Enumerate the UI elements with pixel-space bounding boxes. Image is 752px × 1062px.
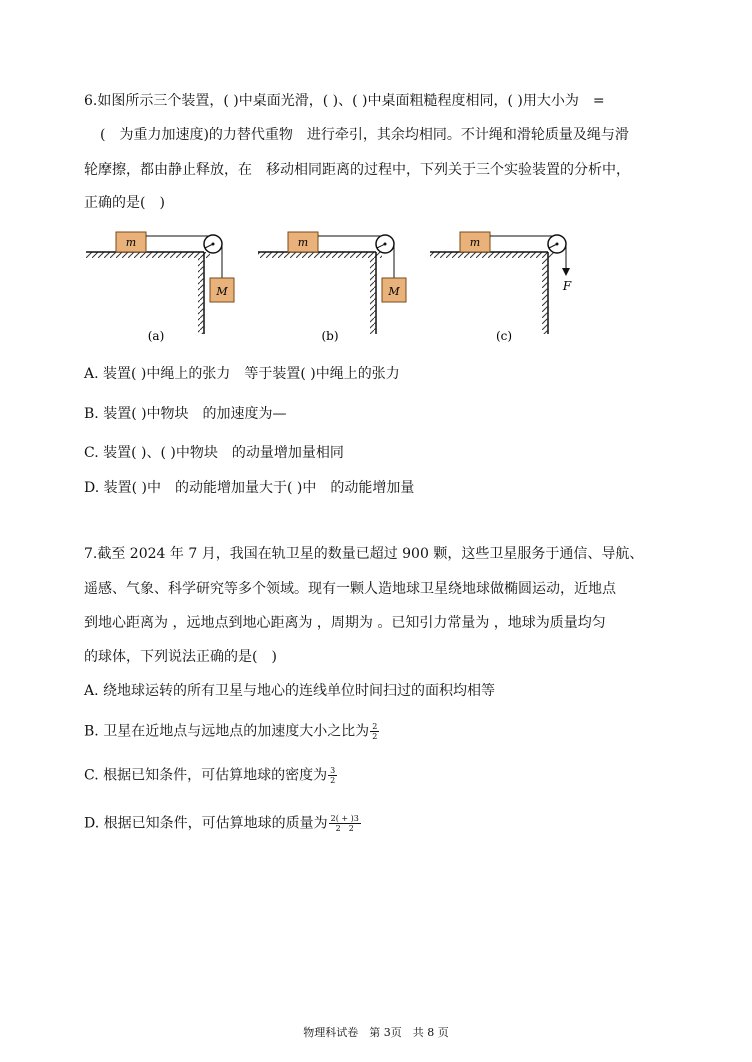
q7-option-d-fraction [329, 814, 361, 833]
q7-stem-line-4: 的球体，下列说法正确的是( ) [84, 649, 277, 665]
apparatus-a [86, 232, 234, 343]
q7-option-a: A. 绕地球运转的所有卫星与地心的连线单位时间扫过的面积均相等 [84, 683, 496, 699]
q7-option-c-fraction [328, 766, 337, 785]
caption-b: (b) [321, 329, 339, 343]
block-M-label-b: M [388, 285, 400, 298]
q6-option-c: C. 装置( )、( )中物块 的动量增加量相同 [84, 445, 344, 461]
caption-a: (a) [147, 329, 165, 343]
q7-option-b [84, 722, 379, 741]
q7-option-c-denominator: 2 [330, 776, 336, 785]
force-label: F [562, 279, 572, 293]
apparatus-b [258, 232, 406, 343]
q7-stem-line-3: 到地心距离为 ，远地点到地心距离为 ，周期为 。已知引力常量为 ，地球为质量均匀 [84, 615, 606, 631]
caption-c: (c) [495, 329, 513, 343]
q7-option-c-numerator: 3 [330, 766, 336, 775]
q6-stem-line-4: 正确的是( ) [84, 195, 165, 211]
q7-option-b-numerator: 2 [372, 722, 378, 731]
q7-option-b-text: B. 卫星在近地点与远地点的加速度大小之比为 [84, 723, 370, 740]
block-M-label-a: M [216, 285, 228, 298]
q7-option-b-denominator: 2 [372, 732, 378, 741]
q7-option-d [84, 814, 361, 833]
q7-option-d-numerator: 2( + )3 [330, 814, 359, 823]
q6-figure [80, 222, 580, 352]
block-m-label-b: m [297, 236, 309, 249]
q6-option-b: B. 装置( )中物块 的加速度为— [84, 406, 287, 422]
q6-stem-line-2: ( 为重力加速度)的力替代重物 进行牵引，其余均相同。不计绳和滑轮质量及绳与滑 [100, 127, 629, 143]
q6-option-a: A. 装置( )中绳上的张力 等于装置( )中绳上的张力 [84, 366, 400, 382]
q7-option-d-text: D. 根据已知条件，可估算地球的质量为 [84, 815, 328, 832]
q7-option-b-fraction [370, 722, 379, 741]
q6-option-d: D. 装置( )中 的动能增加量大于( )中 的动能增加量 [84, 480, 415, 496]
q7-option-d-denominator: 2 2 [335, 824, 354, 833]
page-footer: 物理科试卷 第 3页 共 8 页 [303, 1026, 449, 1039]
q7-option-c [84, 766, 337, 785]
block-m-label-c: m [469, 236, 481, 249]
apparatus-c [430, 232, 572, 343]
q7-stem-line-2: 遥感、气象、科学研究等多个领域。现有一颗人造地球卫星绕地球做椭圆运动，近地点 [84, 581, 616, 597]
q6-stem-line-1: 6.如图所示三个装置，( )中桌面光滑，( )、( )中桌面粗糙程度相同，( )用大小为 = [84, 93, 605, 109]
q7-option-c-text: C. 根据已知条件，可估算地球的密度为 [84, 767, 328, 784]
q7-stem-line-1: 7.截至 2024 年 7 月，我国在轨卫星的数量已超过 900 颗，这些卫星服务于通信、导航、 [84, 546, 644, 562]
q6-stem-line-3: 轮摩擦，都由静止释放，在 移动相同距离的过程中，下列关于三个实验装置的分析中， [84, 162, 630, 178]
block-m-label-a: m [125, 236, 137, 249]
